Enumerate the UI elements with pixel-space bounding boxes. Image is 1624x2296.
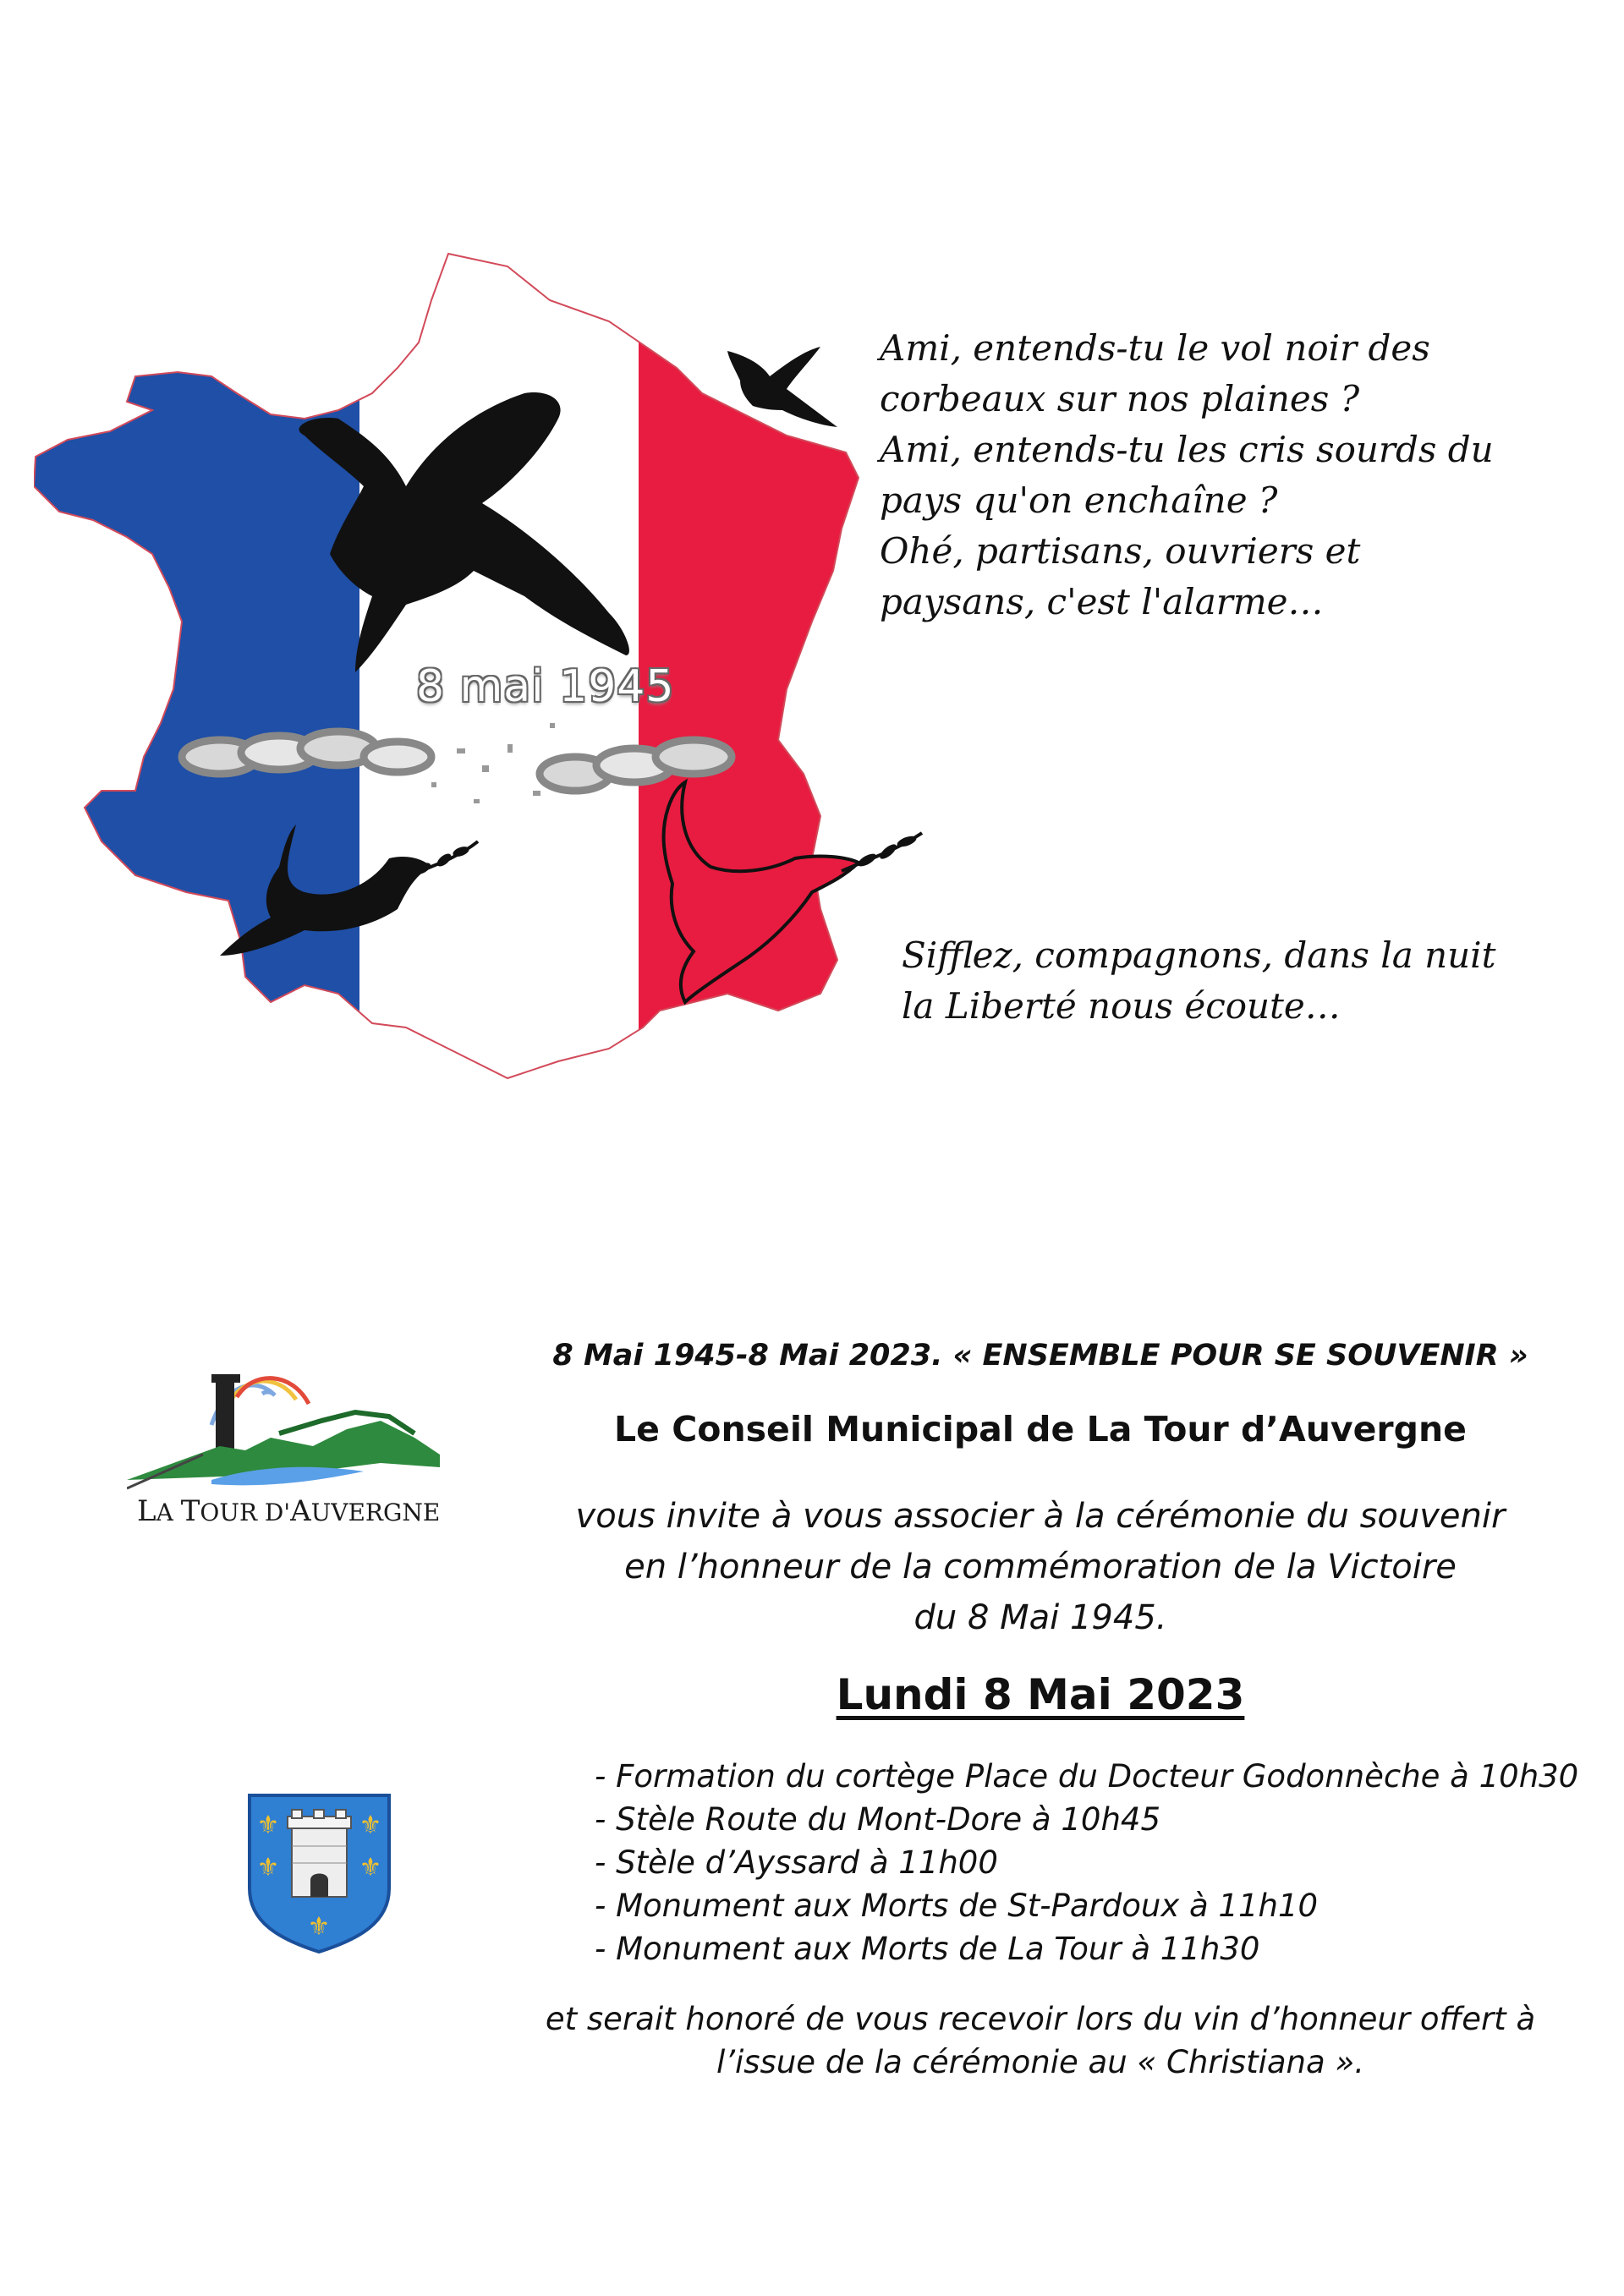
council-title: Le Conseil Municipal de La Tour d’Auvergne (614, 1409, 1467, 1449)
poem-line: la Liberté nous écoute… (902, 985, 1341, 1027)
closing-line: et serait honoré de vous recevoir lors du vin d’honneur offert à (545, 2001, 1536, 2037)
svg-text:⚜: ⚜ (307, 1912, 331, 1942)
schedule-item: - Formation du cortège Place du Docteur Godonnèche à 10h30 (595, 1758, 1579, 1795)
invitation-line: du 8 Mai 1945. (914, 1598, 1167, 1637)
date-overlay: 8 mai 1945 (416, 661, 675, 712)
castle-tower-icon (288, 1810, 351, 1897)
logo-name-part: OUR D' (200, 1499, 291, 1526)
poem-line: corbeaux sur nos plaines ? (880, 378, 1360, 419)
logo-name (137, 1494, 440, 1528)
svg-text:⚜: ⚜ (256, 1853, 280, 1882)
poem-line: paysans, c'est l'alarme… (880, 581, 1324, 622)
svg-text:⚜: ⚜ (359, 1811, 382, 1840)
schedule-item: - Monument aux Morts de St-Pardoux à 11h10 (595, 1888, 1319, 1924)
logo-name-part: T (180, 1494, 200, 1528)
poem-bottom (902, 930, 1496, 1032)
invitation-text (474, 1491, 1607, 1643)
logo-name-part: A (290, 1494, 311, 1528)
poem-line: pays qu'on enchaîne ? (880, 479, 1278, 521)
schedule-list (595, 1755, 1578, 1970)
headline: 8 Mai 1945-8 Mai 2023. « ENSEMBLE POUR SE SOUVENIR » (552, 1339, 1528, 1373)
town-logo (127, 1353, 440, 1497)
svg-text:⚜: ⚜ (256, 1811, 280, 1840)
schedule-item: - Stèle Route du Mont-Dore à 10h45 (595, 1801, 1160, 1838)
schedule-item: - Stèle d’Ayssard à 11h00 (595, 1844, 998, 1881)
logo-name-part: A (156, 1499, 181, 1526)
logo-name-part: UVERGNE (310, 1499, 441, 1526)
closing-text (474, 1997, 1607, 2084)
poem-top (880, 323, 1494, 627)
invitation-line: vous invite à vous associer à la cérémonie du souvenir (575, 1497, 1506, 1536)
poem-line: Ami, entends-tu les cris sourds du (880, 429, 1494, 470)
poem-line: Ohé, partisans, ouvriers et (880, 530, 1361, 572)
schedule-item: - Monument aux Morts de La Tour à 11h30 (595, 1931, 1260, 1967)
event-date-title: Lundi 8 Mai 2023 (836, 1670, 1245, 1719)
poem-line: Sifflez, compagnons, dans la nuit (902, 934, 1496, 976)
closing-line: l’issue de la cérémonie au « Christiana ». (716, 2044, 1365, 2080)
invitation-line: en l’honneur de la commémoration de la Victoire (624, 1548, 1457, 1586)
logo-name-part: L (137, 1494, 156, 1528)
coat-of-arms (241, 1787, 398, 1956)
svg-text:⚜: ⚜ (359, 1853, 382, 1882)
poem-line: Ami, entends-tu le vol noir des (880, 327, 1430, 369)
